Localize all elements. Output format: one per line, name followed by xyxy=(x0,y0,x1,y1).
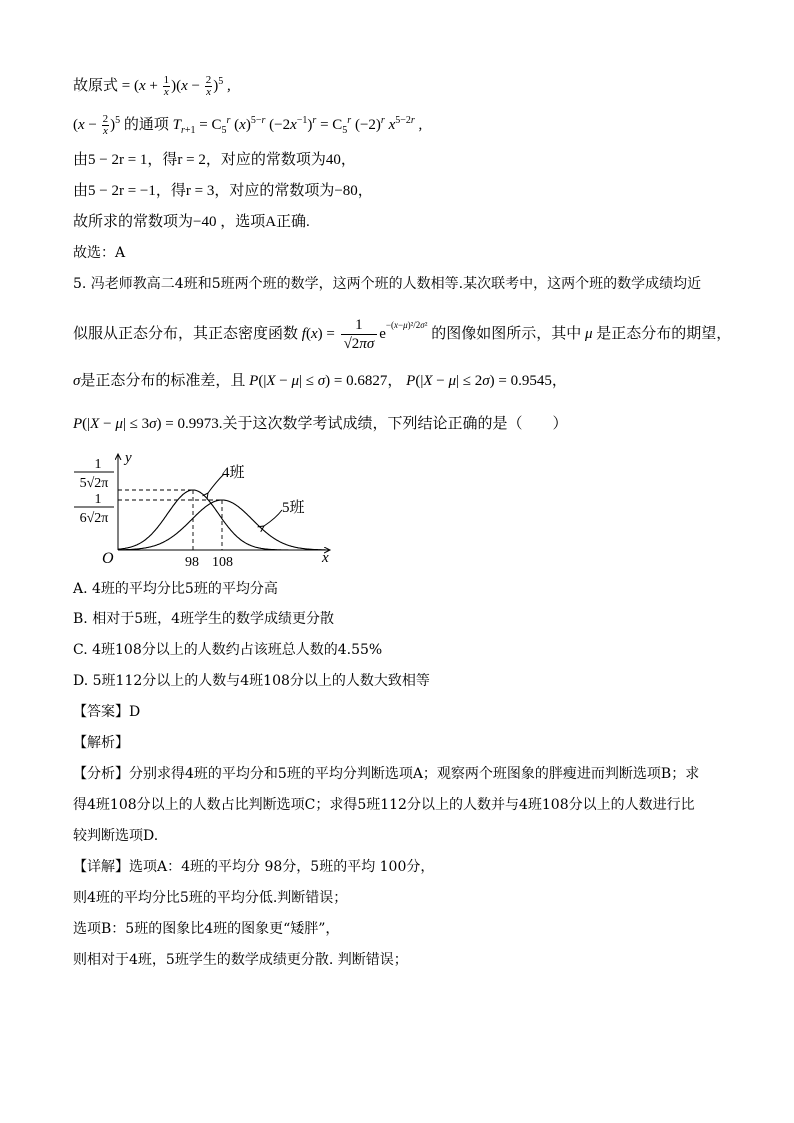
y-axis-label: y xyxy=(125,450,132,466)
xiangjie-text-1: 选项A：4班的平均分 98分，5班的平均 100分， xyxy=(129,859,435,875)
y-tick-label-1 xyxy=(74,457,114,491)
x-axis-label: x xyxy=(322,550,329,566)
text-q5-2c: 是正态分布的期望， xyxy=(596,326,732,342)
option-d: D. 5班112分以上的人数与4班108分以上的人数大致相等 xyxy=(73,673,430,689)
expr-line-2: (x − $\frac{2}{x}$ )$^5$ 的通项 $T_{r+1} = C_5^r$ $(x)^{5-r}$ $(-2x^{-1})^r = C_5^r$ $(-2)^r$ $x^{5-2r}$ , xyxy=(73,113,423,138)
svg-text:1: 1 xyxy=(94,457,102,472)
fenxi-line-2: 得4班108分以上的人数占比判断选项C；求得5班112分以上的人数并与4班108分以上的人数进行比 xyxy=(73,797,695,813)
question-5-line-1: 5. 冯老师教高二4班和5班两个班的数学，这两个班的人数相等.某次联考中，这两个班的数学成绩均近 xyxy=(73,276,702,292)
svg-text:6√2π: 6√2π xyxy=(79,511,109,526)
answer-value: D xyxy=(129,704,141,720)
fenxi-label: 【分析】 xyxy=(73,766,129,782)
answer-line xyxy=(73,702,140,722)
xiangjie-line-3: 选项B：5班的图象比4班的图象更“矮胖”， xyxy=(73,921,340,937)
pointer-class-5 xyxy=(264,510,282,526)
fraction-2-over-x: $\frac{2}{x}$ xyxy=(205,74,212,99)
density-fraction: $\frac{1}{√2\pi\sigma}$ xyxy=(341,316,378,353)
text-q5-2b: 的图像如图所示，其中 xyxy=(431,326,582,342)
fenxi-line-1 xyxy=(73,764,699,784)
xiangjie-line-4: 则相对于4班，5班学生的数学成绩更分散. 判断错误； xyxy=(73,952,408,968)
y-tick-label-2 xyxy=(74,492,114,526)
expr-line-1: 故原式 = (x + $\frac{1}{x}$ )(x − $\frac{2}{x}$ )$^5$ , xyxy=(73,74,231,99)
text-line-5: 故所求的常数项为−40 ，选项A正确. xyxy=(73,214,310,230)
option-c: C. 4班108分以上的人数约占该班总人数的4.55% xyxy=(73,642,383,658)
x-tick-98: 98 xyxy=(185,555,199,570)
svg-text:1: 1 xyxy=(94,492,102,507)
label-class-4: 4班 xyxy=(222,465,245,481)
question-5-line-2: 似服从正态分布，其正态密度函数 f(x) = $\frac{1}{√2\pi\sigma}$ $e^{-(x-\mu)^2/2\sigma^2}$ 的图像如图所示，其中 μ 是正态分布的期望， xyxy=(73,317,732,353)
prob-1sigma: 0.6827 xyxy=(346,373,388,389)
option-a: A. 4班的平均分比5班的平均分高 xyxy=(73,581,278,597)
xiangjie-line-2: 则4班的平均分比5班的平均分低.判断错误； xyxy=(73,890,348,906)
analysis-label: 【解析】 xyxy=(73,735,129,751)
answer-label: 【答案】 xyxy=(73,704,129,720)
normal-distribution-chart xyxy=(68,448,348,572)
svg-text:5√2π: 5√2π xyxy=(79,476,109,491)
fraction-2-over-x-b: $\frac{2}{x}$ xyxy=(102,113,109,138)
x-tick-108: 108 xyxy=(212,555,233,570)
label-class-5: 5班 xyxy=(282,500,305,516)
option-b: B. 相对于5班，4班学生的数学成绩更分散 xyxy=(73,611,335,627)
text-q5-4: .关于这次数学考试成绩，下列结论正确的是（ ） xyxy=(218,416,568,432)
fenxi-line-3: 较判断选项D. xyxy=(73,828,159,844)
fenxi-text-1: 分别求得4班的平均分和5班的平均分判断选项A；观察两个班图象的胖瘦进而判断选项B；求 xyxy=(129,766,700,782)
text-line-4: 由5 − 2r = −1，得r = 3，对应的常数项为−80， xyxy=(73,183,373,199)
prob-2sigma: 0.9545 xyxy=(510,373,552,389)
question-5-line-4: P(|X − μ| ≤ 3σ) = 0.9973.关于这次数学考试成绩，下列结论正确的是（ ） xyxy=(73,416,568,432)
question-5-line-3: σ是正态分布的标准差，且 P(|X − μ| ≤ σ) = 0.6827， P(|X − μ| ≤ 2σ) = 0.9545， xyxy=(73,373,567,389)
origin-label: O xyxy=(102,550,114,567)
text-line-3: 由5 − 2r = 1，得r = 2，对应的常数项为40， xyxy=(73,152,356,168)
text-gu-yuanshi: 故原式 xyxy=(73,78,119,94)
fraction-1-over-x: $\frac{1}{x}$ xyxy=(163,74,170,99)
xiangjie-label: 【详解】 xyxy=(73,859,129,875)
text-line-6: 故选：A xyxy=(73,245,126,261)
prob-3sigma: 0.9973 xyxy=(177,416,219,432)
text-q5-2a: 似服从正态分布，其正态密度函数 xyxy=(73,326,299,342)
text-tongxiang: 的通项 xyxy=(123,117,169,133)
xiangjie-line-1 xyxy=(73,857,434,877)
text-q5-3a: 是正态分布的标准差，且 xyxy=(80,373,246,389)
